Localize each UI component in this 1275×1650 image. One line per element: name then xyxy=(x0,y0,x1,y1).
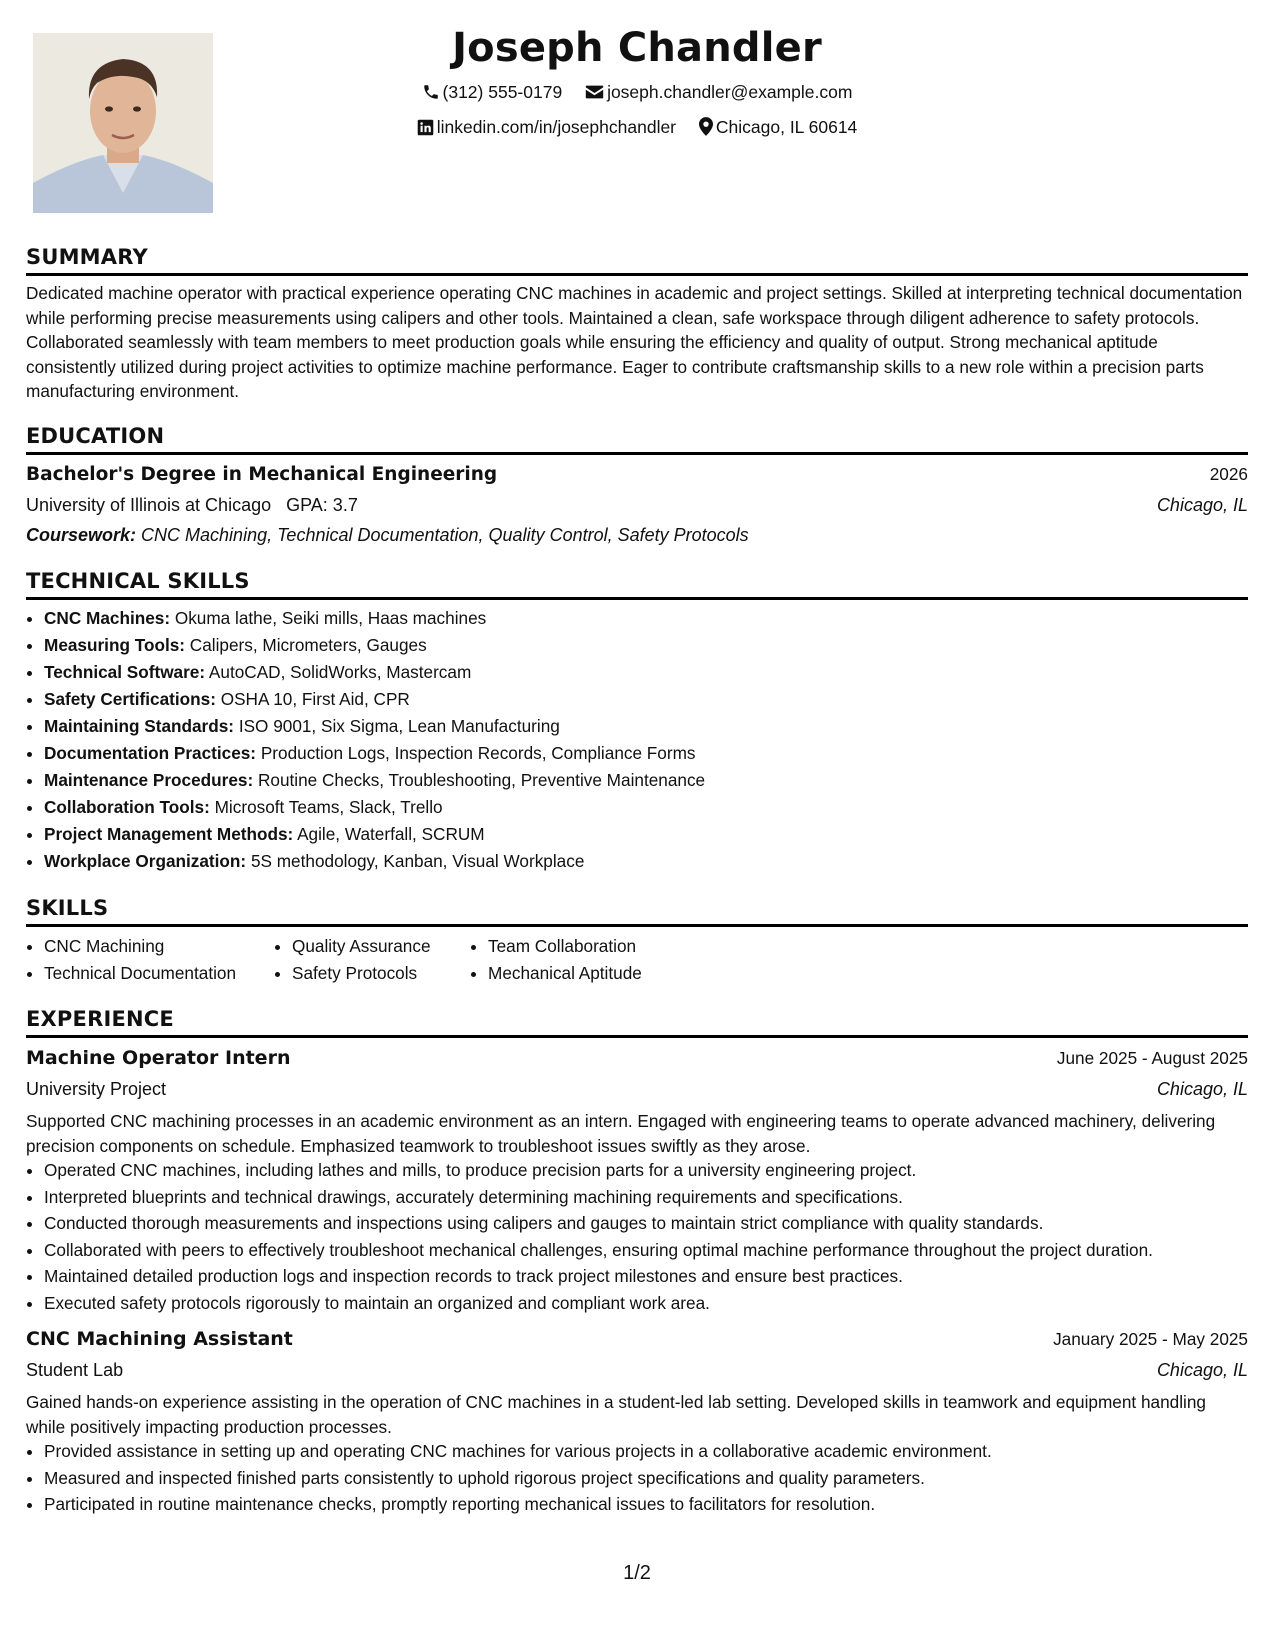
skill-label: CNC Machines: xyxy=(44,608,171,628)
skill-value: Okuma lathe, Seiki mills, Haas machines xyxy=(174,608,487,628)
list-item: • Interpreted blueprints and technical drawings, accurately determining machining requirements and specifications. xyxy=(44,1185,1248,1210)
skill-label: Project Management Methods: xyxy=(44,824,294,844)
job-entry xyxy=(26,1323,1248,1517)
skill-value: Microsoft Teams, Slack, Trello xyxy=(214,797,443,817)
summary-section xyxy=(26,242,1248,404)
job-entry xyxy=(26,1042,1248,1315)
skills-column xyxy=(274,933,470,986)
list-item xyxy=(44,605,1248,632)
location-contact xyxy=(699,111,857,146)
skill-label: Safety Certifications: xyxy=(44,689,216,709)
experience-heading: EXPERIENCE xyxy=(26,1004,1248,1038)
list-item: • Conducted thorough measurements and inspections using calipers and gauges to maintain strict compliance with quality standards. xyxy=(44,1211,1248,1236)
skill-label: Collaboration Tools: xyxy=(44,797,210,817)
technical-skills-heading: TECHNICAL SKILLS xyxy=(26,566,1248,600)
linkedin-icon xyxy=(417,114,434,146)
skill-value: Production Logs, Inspection Records, Compliance Forms xyxy=(260,743,696,763)
school-location: Chicago, IL xyxy=(1156,495,1248,515)
job-summary: Supported CNC machining processes in an academic environment as an intern. Engaged with engineering teams to operate advanced machinery, delivering precision components on schedule. Emphasized teamwork to troubleshoot issues swiftly as they arose. xyxy=(26,1111,1216,1156)
email-link[interactable]: joseph.chandler@example.com xyxy=(607,82,853,102)
list-item: • Mechanical Aptitude xyxy=(488,960,748,987)
coursework-list: CNC Machining, Technical Documentation, Quality Control, Safety Protocols xyxy=(141,525,749,545)
list-item: • Executed safety protocols rigorously to maintain an organized and compliant work area. xyxy=(44,1291,1248,1316)
education-section xyxy=(26,421,1248,551)
list-item xyxy=(44,686,1248,713)
map-pin-icon xyxy=(699,114,713,146)
list-item: • Team Collaboration xyxy=(488,933,748,960)
technical-skills-list xyxy=(26,605,1248,875)
job-bullets xyxy=(26,1158,1248,1315)
list-item xyxy=(44,632,1248,659)
skills-section xyxy=(26,893,1248,986)
phone-text[interactable]: (312) 555-0179 xyxy=(442,82,563,102)
list-item xyxy=(44,713,1248,740)
list-item: • Measured and inspected finished parts consistently to uphold rigorous project specifications and quality parameters. xyxy=(44,1466,1248,1491)
skills-grid xyxy=(26,933,1248,986)
job-organization: Student Lab xyxy=(26,1360,124,1380)
job-location: Chicago, IL xyxy=(1156,1360,1248,1380)
skill-label: Documentation Practices: xyxy=(44,743,257,763)
candidate-name: Joseph Chandler xyxy=(452,25,822,71)
list-item xyxy=(44,740,1248,767)
job-dates: June 2025 - August 2025 xyxy=(1056,1048,1248,1068)
phone-icon xyxy=(422,79,440,111)
education-heading: EDUCATION xyxy=(26,421,1248,455)
list-item xyxy=(44,794,1248,821)
email-contact xyxy=(585,76,852,111)
skills-heading: SKILLS xyxy=(26,893,1248,927)
list-item xyxy=(44,821,1248,848)
skill-value: AutoCAD, SolidWorks, Mastercam xyxy=(208,662,472,682)
list-item xyxy=(44,659,1248,686)
resume-page xyxy=(26,0,1248,1650)
education-entry xyxy=(26,459,1248,551)
list-item: • Safety Protocols xyxy=(292,960,470,987)
skill-value: 5S methodology, Kanban, Visual Workplace xyxy=(250,851,585,871)
technical-skills-section xyxy=(26,566,1248,875)
page-number: 1/2 xyxy=(623,1562,651,1584)
coursework xyxy=(26,520,1248,551)
envelope-icon xyxy=(585,79,604,111)
list-item: • Operated CNC machines, including lathes and mills, to produce precision parts for a university engineering project. xyxy=(44,1158,1248,1183)
graduation-year: 2026 xyxy=(1209,464,1248,484)
list-item: • CNC Machining xyxy=(44,933,274,960)
skill-value: OSHA 10, First Aid, CPR xyxy=(220,689,410,709)
skill-value: ISO 9001, Six Sigma, Lean Manufacturing xyxy=(238,716,560,736)
job-title: Machine Operator Intern xyxy=(26,1047,291,1069)
summary-heading: SUMMARY xyxy=(26,242,1248,276)
skills-column xyxy=(26,933,274,986)
job-organization: University Project xyxy=(26,1079,167,1099)
resume-header xyxy=(26,20,1248,146)
list-item: • Collaborated with peers to effectively troubleshoot mechanical challenges, ensuring optimal machine performance throughout the project duration. xyxy=(44,1238,1248,1263)
phone-contact xyxy=(422,76,563,111)
skill-label: Maintaining Standards: xyxy=(44,716,235,736)
coursework-label: Coursework: xyxy=(26,525,137,545)
list-item xyxy=(44,767,1248,794)
skills-column xyxy=(470,933,748,986)
degree-title: Bachelor's Degree in Mechanical Engineering xyxy=(26,464,498,485)
contact-line-2 xyxy=(26,111,1248,146)
skill-value: Agile, Waterfall, SCRUM xyxy=(297,824,485,844)
contact-line-1 xyxy=(26,76,1248,111)
skill-label: Workplace Organization: xyxy=(44,851,247,871)
job-bullets xyxy=(26,1439,1248,1517)
list-item: • Technical Documentation xyxy=(44,960,274,987)
job-summary: Gained hands-on experience assisting in the operation of CNC machines in a student-led lab setting. Developed skills in teamwork and equipment handling while positively impacting production processes. xyxy=(26,1392,1206,1437)
linkedin-contact xyxy=(417,111,676,146)
job-dates: January 2025 - May 2025 xyxy=(1053,1329,1248,1349)
list-item: • Maintained detailed production logs and inspection records to track project milestones and ensure best practices. xyxy=(44,1264,1248,1289)
list-item xyxy=(44,848,1248,875)
experience-section xyxy=(26,1004,1248,1519)
skill-label: Measuring Tools: xyxy=(44,635,186,655)
skill-label: Technical Software: xyxy=(44,662,206,682)
list-item: • Provided assistance in setting up and operating CNC machines for various projects in a collaborative academic environment. xyxy=(44,1439,1248,1464)
location-text: Chicago, IL 60614 xyxy=(715,117,858,137)
job-location: Chicago, IL xyxy=(1156,1079,1248,1099)
gpa: GPA: 3.7 xyxy=(286,495,358,515)
skill-value: Routine Checks, Troubleshooting, Preventive Maintenance xyxy=(257,770,706,790)
skill-label: Maintenance Procedures: xyxy=(44,770,254,790)
linkedin-link[interactable]: linkedin.com/in/josephchandler xyxy=(436,117,677,137)
list-item: • Participated in routine maintenance checks, promptly reporting mechanical issues to facilitators for resolution. xyxy=(44,1492,1248,1517)
school-name: University of Illinois at Chicago xyxy=(26,495,272,515)
list-item: • Quality Assurance xyxy=(292,933,470,960)
summary-text: Dedicated machine operator with practical experience operating CNC machines in academic and project settings. Skilled at interpreting technical documentation while performing precise measurements using calipers and other tools. Maintained a clean, safe workspace through diligent adherence to safety protocols. Collaborated seamlessly with team members to meet production goals while ensuring the efficiency and quality of output. Strong mechanical aptitude consistently utilized during project activities to optimize machine performance. Eager to contribute craftsmanship skills to a new role within a precision parts manufacturing environment. xyxy=(26,283,1243,401)
job-title: CNC Machining Assistant xyxy=(26,1328,293,1350)
skill-value: Calipers, Micrometers, Gauges xyxy=(189,635,427,655)
